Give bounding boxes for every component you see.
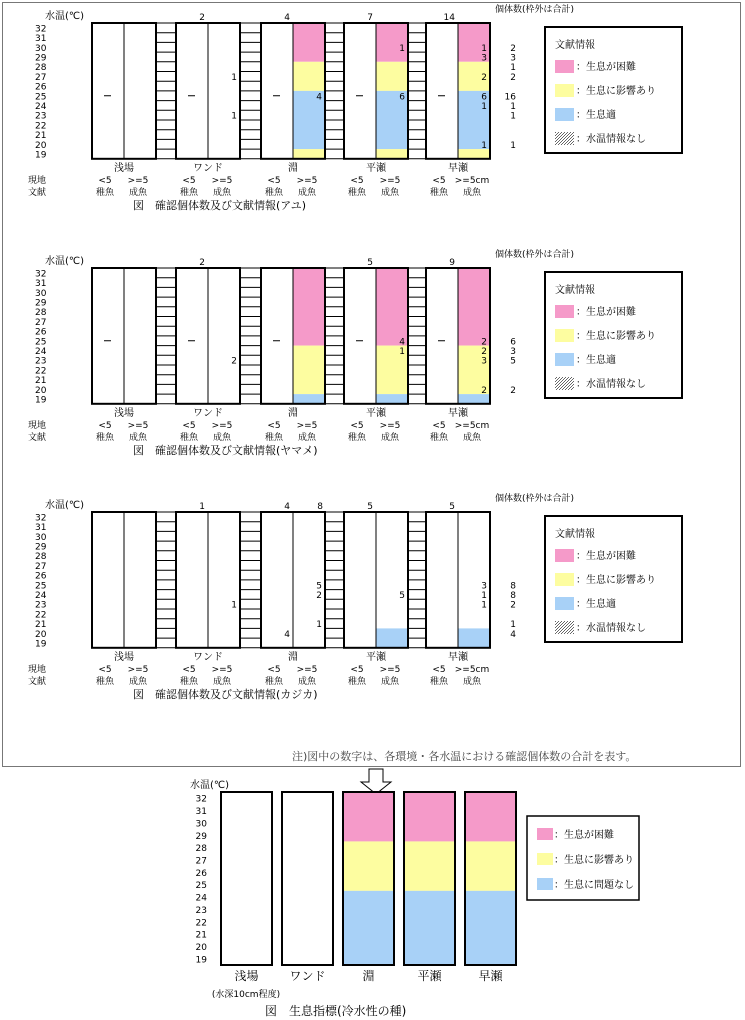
y-tick-label: 28 xyxy=(195,844,207,855)
habitat-label: 浅場 xyxy=(114,407,134,419)
size-label: <5 xyxy=(350,175,364,186)
y-tick-label: 30 xyxy=(195,819,207,830)
habitat-label: 平瀬 xyxy=(366,407,386,419)
stage-label: 稚魚 xyxy=(95,432,115,443)
count-value: 5 xyxy=(316,581,322,592)
y-tick-label: 20 xyxy=(35,385,47,396)
habitat-label: 早瀬 xyxy=(448,162,468,174)
legend-label: ：水温情報なし xyxy=(576,379,646,390)
legend-label: ：生息に影響あり xyxy=(576,331,656,342)
literature-band-affected xyxy=(293,346,325,395)
habitat-label: ワンド xyxy=(193,407,223,419)
stage-label: 稚魚 xyxy=(429,432,449,443)
count-value: 1 xyxy=(481,101,487,112)
legend-swatch-difficult xyxy=(555,549,574,562)
literature-band-affected xyxy=(293,149,325,159)
stage-label: 成魚 xyxy=(128,432,148,443)
row-label-field: 現地 xyxy=(28,175,47,186)
y-tick-label: 30 xyxy=(35,288,47,299)
count-value: 3 xyxy=(481,581,487,592)
size-label: >=5 xyxy=(379,175,401,186)
total-value: 6 xyxy=(510,337,516,348)
y-tick-label: 24 xyxy=(35,346,47,357)
habitat-label: ワンド xyxy=(289,969,326,983)
y-tick-label: 19 xyxy=(195,955,207,966)
habitat-label: 早瀬 xyxy=(448,651,468,663)
y-tick-label: 25 xyxy=(35,92,47,103)
count-value: 1 xyxy=(481,590,487,601)
size-label: <5 xyxy=(432,664,446,675)
stage-label: 稚魚 xyxy=(264,187,284,198)
y-tick-label: 31 xyxy=(35,279,47,290)
total-value: 3 xyxy=(510,53,516,64)
habitat-box xyxy=(221,792,272,965)
depth-note: (水深10cm程度) xyxy=(211,990,281,1000)
size-label: >=5 xyxy=(296,175,318,186)
size-label: <5 xyxy=(182,664,196,675)
y-tick-label: 31 xyxy=(35,523,47,534)
literature-band-affected xyxy=(376,149,408,159)
y-tick-label: 23 xyxy=(35,600,47,611)
total-value: 3 xyxy=(510,346,516,357)
y-tick-label: 27 xyxy=(35,72,47,83)
y-tick-label: 19 xyxy=(35,395,47,406)
size-label: <5 xyxy=(98,420,112,431)
y-tick-label: 23 xyxy=(35,356,47,367)
legend-label: ：生息が困難 xyxy=(576,551,636,562)
species-chart-1 xyxy=(28,3,682,212)
stage-label: 稚魚 xyxy=(179,187,199,198)
count-value: 4 xyxy=(399,337,405,348)
row-label-field: 現地 xyxy=(28,664,47,675)
y-tick-label: 19 xyxy=(35,639,47,650)
habitat-label: 淵 xyxy=(288,407,298,419)
legend-swatch-none xyxy=(555,621,574,634)
habitat-label: 早瀬 xyxy=(478,969,503,983)
count-value: 2 xyxy=(316,590,322,601)
y-tick-label: 22 xyxy=(35,610,47,621)
y-tick-label: 21 xyxy=(35,131,47,142)
legend-swatch-difficult xyxy=(537,828,553,840)
stage-label: 成魚 xyxy=(297,676,317,687)
total-value: 2 xyxy=(510,72,516,83)
legend-swatch-difficult xyxy=(555,305,574,318)
index-band-suitable xyxy=(404,891,455,965)
total-value: 1 xyxy=(510,111,516,122)
top-count: 9 xyxy=(449,258,455,268)
total-value: 4 xyxy=(510,629,516,640)
y-axis-label: 水温(℃) xyxy=(45,256,85,267)
habitat-label: 平瀬 xyxy=(366,651,386,663)
habitat-label: 淵 xyxy=(288,162,298,174)
legend-label: ：生息適 xyxy=(576,599,616,610)
index-band-suitable xyxy=(465,891,516,965)
legend-swatch-affected xyxy=(555,573,574,586)
total-value: 5 xyxy=(510,356,516,367)
row-label-literature: 文献 xyxy=(28,187,47,198)
legend-label: ：生息が困難 xyxy=(554,830,614,841)
y-tick-label: 27 xyxy=(35,561,47,572)
size-label: <5 xyxy=(267,664,281,675)
size-label: <5 xyxy=(350,664,364,675)
index-band-difficult xyxy=(465,792,516,841)
literature-band-difficult xyxy=(458,268,490,346)
stage-label: 成魚 xyxy=(212,432,232,443)
total-value: 2 xyxy=(510,385,516,396)
size-label: >=5 xyxy=(127,175,149,186)
habitat-label: 浅場 xyxy=(234,969,259,983)
stage-label: 成魚 xyxy=(462,676,482,687)
y-tick-label: 25 xyxy=(35,581,47,592)
chart-title: 図 確認個体数及び文献情報(ヤマメ) xyxy=(133,443,318,457)
size-label: <5 xyxy=(432,175,446,186)
y-tick-label: 31 xyxy=(35,34,47,45)
index-band-difficult xyxy=(343,792,394,841)
legend-label: ：生息に問題なし xyxy=(554,880,634,891)
count-value: 6 xyxy=(481,92,487,103)
index-band-affected xyxy=(404,841,455,890)
stage-label: 稚魚 xyxy=(347,676,367,687)
y-tick-label: 26 xyxy=(195,868,207,879)
y-tick-label: 26 xyxy=(35,327,47,338)
size-label: <5 xyxy=(182,420,196,431)
y-tick-label: 28 xyxy=(35,552,47,563)
count-value: 4 xyxy=(284,629,290,640)
size-label: >=5 xyxy=(296,664,318,675)
stage-label: 成魚 xyxy=(212,676,232,687)
total-value: 1 xyxy=(510,140,516,151)
y-tick-label: 27 xyxy=(35,317,47,328)
count-value: 5 xyxy=(399,590,405,601)
habitat-label: 浅場 xyxy=(114,651,134,663)
chart-title: 図 確認個体数及び文献情報(カジカ) xyxy=(133,687,318,701)
habitat-label: 平瀬 xyxy=(417,969,442,983)
legend-label: ：生息に影響あり xyxy=(576,575,656,586)
y-axis-label: 水温(℃) xyxy=(45,500,85,511)
stage-label: 稚魚 xyxy=(429,676,449,687)
legend-swatch-difficult xyxy=(555,60,574,73)
habitat-label: 平瀬 xyxy=(366,162,386,174)
count-label: 個体数(枠外は合計) xyxy=(495,5,575,15)
habitat-index-chart xyxy=(190,778,639,1018)
legend-title: 文献情報 xyxy=(555,40,595,51)
stage-label: 成魚 xyxy=(380,187,400,198)
literature-band-suitable xyxy=(376,628,408,647)
y-tick-label: 22 xyxy=(35,121,47,132)
count-value: 2 xyxy=(481,72,487,83)
y-tick-label: 32 xyxy=(195,794,207,805)
y-tick-label: 29 xyxy=(195,831,207,842)
stage-label: 稚魚 xyxy=(264,432,284,443)
total-value: 8 xyxy=(510,590,516,601)
y-tick-label: 27 xyxy=(195,856,207,867)
total-value: 1 xyxy=(510,101,516,112)
size-label: >=5 xyxy=(296,420,318,431)
habitat-label: 淵 xyxy=(288,651,298,663)
size-label: >=5cm xyxy=(454,420,490,431)
literature-band-suitable xyxy=(376,394,408,404)
y-tick-label: 24 xyxy=(35,101,47,112)
stage-label: 稚魚 xyxy=(429,187,449,198)
top-count: 14 xyxy=(443,13,455,23)
count-value: 3 xyxy=(481,53,487,64)
literature-band-suitable xyxy=(458,628,490,647)
row-label-field: 現地 xyxy=(28,420,47,431)
y-tick-label: 21 xyxy=(195,930,207,941)
y-tick-label: 28 xyxy=(35,63,47,74)
literature-band-affected xyxy=(293,62,325,91)
legend-label: ：生息に影響あり xyxy=(554,855,634,866)
y-tick-label: 25 xyxy=(195,881,207,892)
y-tick-label: 22 xyxy=(195,918,207,929)
y-tick-label: 30 xyxy=(35,532,47,543)
size-label: >=5cm xyxy=(454,175,490,186)
count-value: 1 xyxy=(399,43,405,54)
top-count: 5 xyxy=(449,502,455,512)
y-axis-label: 水温(℃) xyxy=(190,780,230,791)
size-label: >=5 xyxy=(127,420,149,431)
stage-label: 成魚 xyxy=(297,432,317,443)
y-tick-label: 20 xyxy=(195,942,207,953)
total-value: 2 xyxy=(510,43,516,54)
legend-swatch-suitable xyxy=(555,353,574,366)
count-value: 1 xyxy=(316,620,322,631)
count-value: 2 xyxy=(481,385,487,396)
note-text: 注)図中の数字は、各環境・各水温における確認個体数の合計を表す。 xyxy=(292,750,637,763)
y-tick-label: 24 xyxy=(195,893,207,904)
stage-label: 成魚 xyxy=(462,187,482,198)
count-value: 4 xyxy=(316,92,322,103)
literature-band-difficult xyxy=(376,268,408,346)
size-label: <5 xyxy=(267,420,281,431)
legend-swatch-none xyxy=(555,132,574,145)
species-chart-2 xyxy=(28,248,682,457)
chart-title: 図 生息指標(冷水性の種) xyxy=(265,1004,407,1018)
count-value: 1 xyxy=(481,43,487,54)
row-label-literature: 文献 xyxy=(28,432,47,443)
y-tick-label: 22 xyxy=(35,366,47,377)
y-tick-label: 30 xyxy=(35,43,47,54)
legend-swatch-affected xyxy=(555,84,574,97)
index-band-affected xyxy=(465,841,516,890)
y-tick-label: 29 xyxy=(35,53,47,64)
size-label: >=5 xyxy=(127,664,149,675)
stage-label: 成魚 xyxy=(128,676,148,687)
habitat-box xyxy=(282,792,333,965)
size-label: <5 xyxy=(182,175,196,186)
total-value: 1 xyxy=(510,620,516,631)
size-label: <5 xyxy=(98,175,112,186)
literature-band-difficult xyxy=(293,268,325,346)
y-tick-label: 28 xyxy=(35,308,47,319)
legend-title: 文献情報 xyxy=(555,285,595,296)
legend-label: ：生息が困難 xyxy=(576,307,636,318)
stage-label: 成魚 xyxy=(212,187,232,198)
habitat-label: 早瀬 xyxy=(448,407,468,419)
stage-label: 成魚 xyxy=(128,187,148,198)
size-label: >=5 xyxy=(211,420,233,431)
y-tick-label: 24 xyxy=(35,590,47,601)
legend-title: 文献情報 xyxy=(555,529,595,540)
y-tick-label: 31 xyxy=(195,807,207,818)
stage-label: 稚魚 xyxy=(347,187,367,198)
habitat-label: ワンド xyxy=(193,651,223,663)
stage-label: 成魚 xyxy=(380,432,400,443)
size-label: >=5 xyxy=(379,420,401,431)
size-label: >=5 xyxy=(379,664,401,675)
top-count: 7 xyxy=(367,13,373,23)
habitat-label: ワンド xyxy=(193,162,223,174)
literature-band-suitable xyxy=(293,394,325,404)
y-tick-label: 25 xyxy=(35,337,47,348)
y-tick-label: 23 xyxy=(195,905,207,916)
top-count: 8 xyxy=(317,502,323,512)
legend-swatch-suitable xyxy=(555,597,574,610)
y-tick-label: 21 xyxy=(35,620,47,631)
y-tick-label: 32 xyxy=(35,269,47,280)
count-value: 2 xyxy=(231,356,237,367)
size-label: <5 xyxy=(98,664,112,675)
size-label: <5 xyxy=(432,420,446,431)
stage-label: 成魚 xyxy=(462,432,482,443)
count-value: 1 xyxy=(481,600,487,611)
legend-swatch-affected xyxy=(555,329,574,342)
total-value: 16 xyxy=(504,92,516,103)
y-tick-label: 29 xyxy=(35,542,47,553)
count-value: 2 xyxy=(481,337,487,348)
habitat-label: 浅場 xyxy=(114,162,134,174)
legend-label: ：生息に影響あり xyxy=(576,86,656,97)
top-count: 4 xyxy=(284,502,290,512)
count-value: 1 xyxy=(231,600,237,611)
index-band-difficult xyxy=(404,792,455,841)
count-label: 個体数(枠外は合計) xyxy=(495,250,575,260)
literature-band-difficult xyxy=(293,23,325,62)
stage-label: 稚魚 xyxy=(95,676,115,687)
legend-swatch-affected xyxy=(537,853,553,865)
literature-band-affected xyxy=(376,62,408,91)
y-axis-label: 水温(℃) xyxy=(45,11,85,22)
arrow-shape xyxy=(361,769,391,794)
index-band-suitable xyxy=(343,891,394,965)
y-tick-label: 20 xyxy=(35,140,47,151)
species-chart-3 xyxy=(28,492,682,701)
size-label: >=5cm xyxy=(454,664,490,675)
stage-label: 稚魚 xyxy=(95,187,115,198)
count-value: 3 xyxy=(481,356,487,367)
habitat-label: 淵 xyxy=(362,969,375,983)
count-value: 1 xyxy=(231,72,237,83)
row-label-literature: 文献 xyxy=(28,676,47,687)
stage-label: 稚魚 xyxy=(347,432,367,443)
total-value: 8 xyxy=(510,581,516,592)
count-value: 2 xyxy=(481,346,487,357)
y-tick-label: 20 xyxy=(35,629,47,640)
y-tick-label: 32 xyxy=(35,513,47,524)
size-label: <5 xyxy=(267,175,281,186)
legend-swatch-suitable xyxy=(537,878,553,890)
legend-label: ：水温情報なし xyxy=(576,134,646,145)
count-value: 1 xyxy=(481,140,487,151)
top-count: 5 xyxy=(367,502,373,512)
size-label: <5 xyxy=(350,420,364,431)
size-label: >=5 xyxy=(211,175,233,186)
stage-label: 稚魚 xyxy=(264,676,284,687)
size-label: >=5 xyxy=(211,664,233,675)
legend-label: ：生息適 xyxy=(576,355,616,366)
top-count: 1 xyxy=(199,502,205,512)
legend-label: ：生息適 xyxy=(576,110,616,121)
count-value: 1 xyxy=(399,346,405,357)
chart-title: 図 確認個体数及び文献情報(アユ) xyxy=(133,198,307,212)
y-tick-label: 26 xyxy=(35,571,47,582)
stage-label: 稚魚 xyxy=(179,676,199,687)
y-tick-label: 21 xyxy=(35,376,47,387)
total-value: 2 xyxy=(510,600,516,611)
legend-label: ：水温情報なし xyxy=(576,623,646,634)
count-value: 6 xyxy=(399,92,405,103)
index-band-affected xyxy=(343,841,394,890)
legend-label: ：生息が困難 xyxy=(576,62,636,73)
y-tick-label: 23 xyxy=(35,111,47,122)
total-value: 1 xyxy=(510,63,516,74)
stage-label: 成魚 xyxy=(380,676,400,687)
top-count: 2 xyxy=(199,13,205,23)
y-tick-label: 26 xyxy=(35,82,47,93)
stage-label: 成魚 xyxy=(297,187,317,198)
top-count: 5 xyxy=(367,258,373,268)
top-count: 4 xyxy=(284,13,290,23)
y-tick-label: 29 xyxy=(35,298,47,309)
down-arrow-icon xyxy=(361,769,391,794)
legend-swatch-suitable xyxy=(555,108,574,121)
y-tick-label: 19 xyxy=(35,150,47,161)
count-label: 個体数(枠外は合計) xyxy=(495,494,575,504)
legend-swatch-none xyxy=(555,377,574,390)
stage-label: 稚魚 xyxy=(179,432,199,443)
literature-band-difficult xyxy=(376,23,408,62)
top-count: 2 xyxy=(199,258,205,268)
y-tick-label: 32 xyxy=(35,24,47,35)
count-value: 1 xyxy=(231,111,237,122)
